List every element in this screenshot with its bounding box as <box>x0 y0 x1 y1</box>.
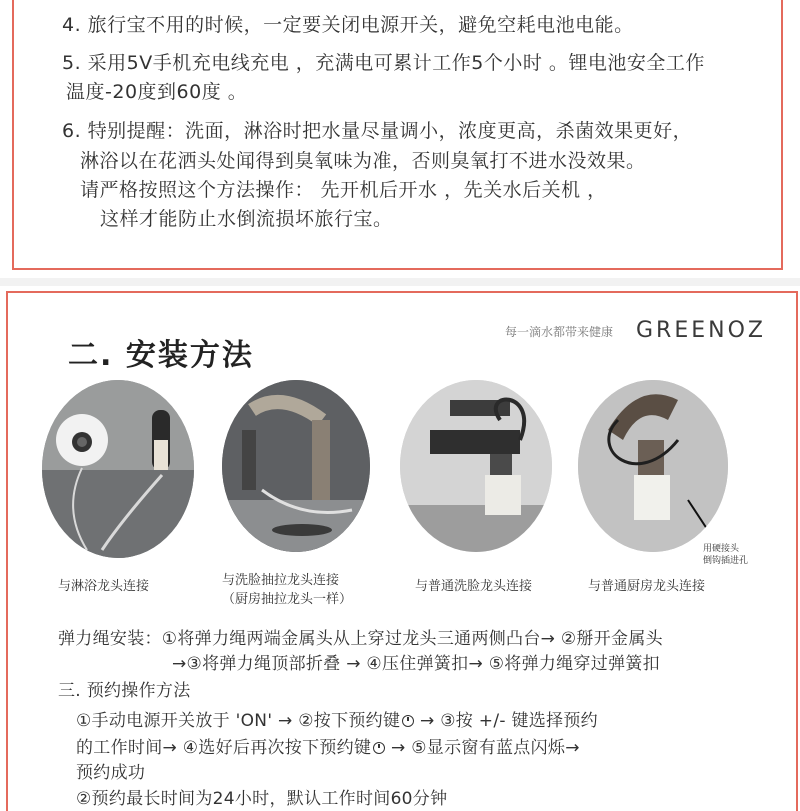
shower-photo <box>42 380 194 558</box>
reservation-line-1: ①手动电源开关放于 'ON' → ②按下预约键 → ③按 +/- 键选择预约 <box>76 711 598 731</box>
reservation-line-4: ②预约最长时间为24小时，默认工作时间60分钟 <box>76 789 448 809</box>
elastic-line-1: 弹力绳安装：①将弹力绳两端金属头从上穿过龙头三通两侧凸台→ ②掰开金属头 <box>58 629 663 649</box>
note-6-cont-3: 这样才能防止水倒流损坏旅行宝。 <box>100 208 393 230</box>
caption-kitchen: 与普通厨房龙头连接 <box>588 579 706 594</box>
kitchen-tap-photo <box>578 380 728 552</box>
brand-logo: GREENOZ <box>636 318 766 343</box>
photo4-note-1: 用硬接头 <box>703 544 740 554</box>
reservation-heading: 三. 预约操作方法 <box>58 681 191 701</box>
reservation-line-3: 预约成功 <box>76 763 146 783</box>
pullout-tap-photo <box>222 380 370 552</box>
basin-tap-photo <box>400 380 552 552</box>
caption-pullout-1: 与洗脸抽拉龙头连接 <box>222 573 340 588</box>
caption-basin: 与普通洗脸龙头连接 <box>415 579 533 594</box>
caption-pullout-2: （厨房抽拉龙头一样） <box>222 592 353 607</box>
note-4: 4. 旅行宝不用的时候，一定要关闭电源开关，避免空耗电池电能。 <box>62 14 634 36</box>
page-separator <box>0 278 800 286</box>
note-6-cont-2: 请严格按照这个方法操作： 先开机后开水 ，先关水后关机 ， <box>80 179 607 201</box>
elastic-line-2: →③将弹力绳顶部折叠 → ④压住弹簧扣→ ⑤将弹力绳穿过弹簧扣 <box>172 654 660 674</box>
clock-icon <box>373 742 385 754</box>
clock-icon <box>402 715 414 727</box>
note-6-cont-1: 淋浴以在花洒头处闻得到臭氧味为准，否则臭氧打不进水没效果。 <box>80 150 646 172</box>
note-5-cont: 温度-20度到60度 。 <box>66 81 248 103</box>
caption-shower: 与淋浴龙头连接 <box>58 579 150 594</box>
install-heading: 二. 安装方法 <box>68 338 254 373</box>
note-6: 6. 特别提醒：洗面，淋浴时把水量尽量调小，浓度更高，杀菌效果更好， <box>62 120 693 142</box>
brand-slogan: 每一滴水都带来健康 <box>505 325 614 339</box>
photo4-note-2: 倒钩插进孔 <box>703 556 749 566</box>
reservation-line-2: 的工作时间→ ④选好后再次按下预约键 → ⑤显示窗有蓝点闪烁→ <box>76 738 580 758</box>
note-5: 5. 采用5V手机充电线充电 ，充满电可累计工作5个小时 。锂电池安全工作 <box>62 52 705 74</box>
